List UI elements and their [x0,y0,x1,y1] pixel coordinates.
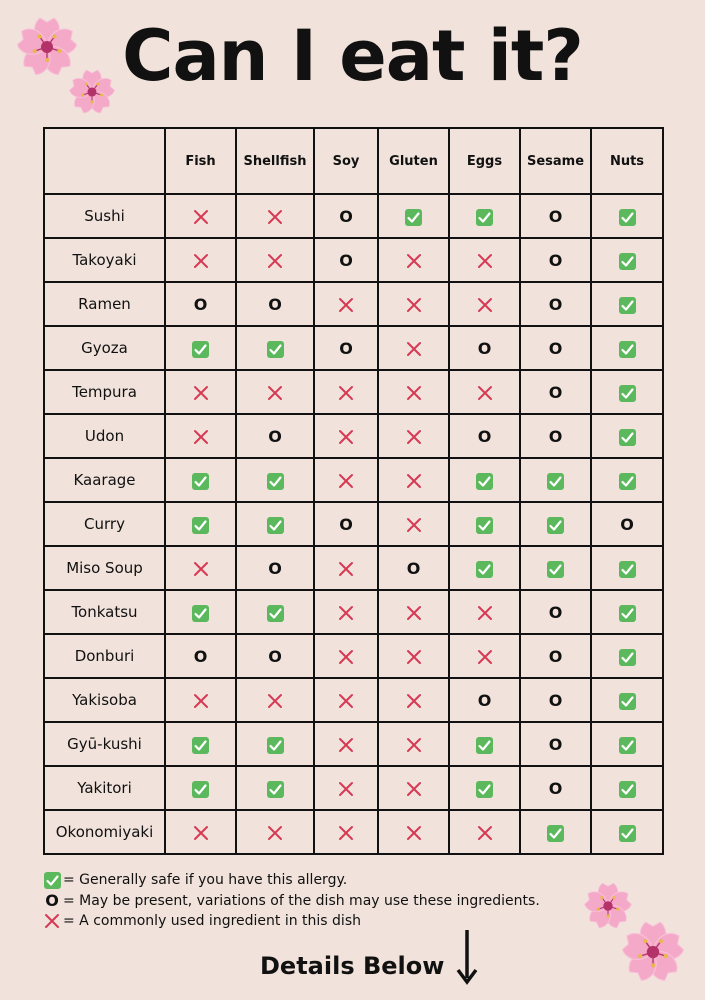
allergen-cell [449,326,520,370]
check-icon [192,781,209,798]
allergen-cell [165,634,236,678]
allergen-cell [314,722,378,766]
allergen-cell [520,194,591,238]
allergen-cell [378,634,449,678]
header-corner [44,128,165,194]
circle-o: O [548,647,563,666]
cross-icon [476,604,494,622]
cross-icon [192,824,210,842]
table-row [44,194,663,238]
allergen-cell [314,590,378,634]
allergen-cell [236,282,314,326]
cross-icon [266,384,284,402]
check-icon [267,781,284,798]
table-row [44,238,663,282]
check-icon [476,209,493,226]
check-icon [476,561,493,578]
allergen-cell [165,458,236,502]
check-icon [267,341,284,358]
circle-o: O [339,251,353,270]
circle-o: O [268,427,282,446]
column-header: Shellfish [236,128,314,194]
dish-name: Yakisoba [44,678,165,722]
check-icon [619,737,636,754]
check-icon [405,209,422,226]
check-icon [619,297,636,314]
allergen-cell [165,722,236,766]
circle-o: O [268,647,282,666]
allergen-cell [165,370,236,414]
check-icon [619,429,636,446]
dish-name: Gyoza [44,326,165,370]
cross-icon [337,736,355,754]
allergen-cell [591,678,663,722]
check-icon [44,872,61,889]
legend-item [43,891,540,912]
circle-o: O [548,427,563,446]
check-icon [267,473,284,490]
check-icon [619,605,636,622]
cross-icon [405,428,423,446]
allergen-cell [591,458,663,502]
allergen-cell [165,414,236,458]
allergen-cell [449,546,520,590]
circle-o: O [45,890,59,910]
allergen-cell [165,678,236,722]
allergen-cell [314,766,378,810]
allergen-cell [591,370,663,414]
allergen-cell [236,766,314,810]
allergen-cell [236,502,314,546]
check-icon [619,649,636,666]
allergen-cell [236,194,314,238]
table-row [44,326,663,370]
check-icon [476,517,493,534]
allergen-table [43,127,664,855]
dish-name: Kaarage [44,458,165,502]
allergen-cell [236,326,314,370]
circle-o: O [406,559,421,578]
table-row [44,458,663,502]
allergen-cell [449,194,520,238]
allergen-cell [236,414,314,458]
circle-o: O [548,251,563,270]
allergen-cell [378,766,449,810]
allergen-cell [378,678,449,722]
circle-o: O [548,691,563,710]
allergen-cell [165,766,236,810]
allergen-cell [591,590,663,634]
circle-o: O [548,735,563,754]
allergen-cell [165,590,236,634]
allergen-cell [520,766,591,810]
legend-text: = A commonly used ingredient in this dish [63,913,361,929]
cherry-blossom-icon [67,67,117,117]
dish-name: Curry [44,502,165,546]
circle-o: O [268,295,282,314]
cross-icon [266,252,284,270]
dish-name: Udon [44,414,165,458]
allergen-cell [165,810,236,854]
cross-icon [405,340,423,358]
allergen-cell [236,546,314,590]
allergen-cell [314,238,378,282]
allergen-cell [449,678,520,722]
allergen-cell [520,502,591,546]
allergen-cell [236,722,314,766]
cross-icon [266,692,284,710]
dish-name: Donburi [44,634,165,678]
allergen-cell [314,810,378,854]
allergen-cell [165,194,236,238]
check-icon [267,605,284,622]
check-icon [619,473,636,490]
allergen-cell [314,502,378,546]
allergen-cell [378,502,449,546]
allergen-cell [591,634,663,678]
allergen-cell [591,194,663,238]
table-row [44,766,663,810]
allergen-cell [449,282,520,326]
allergen-cell [520,326,591,370]
allergen-cell [449,370,520,414]
cross-icon [337,428,355,446]
allergen-cell [378,326,449,370]
allergen-cell [378,414,449,458]
check-icon [192,737,209,754]
cross-icon [405,296,423,314]
allergen-cell [314,458,378,502]
allergen-cell [591,326,663,370]
check-icon [547,825,564,842]
check-icon [192,473,209,490]
circle-o: O [548,207,563,226]
cross-icon [405,604,423,622]
table-row [44,282,663,326]
allergen-cell [165,502,236,546]
allergen-cell [591,766,663,810]
check-icon [619,825,636,842]
cross-icon [405,648,423,666]
circle-o: O [477,427,492,446]
cross-icon [476,824,494,842]
allergen-cell [449,810,520,854]
cross-icon [337,692,355,710]
check-icon [476,737,493,754]
allergen-cell [165,546,236,590]
circle-o: O [548,295,563,314]
cross-icon [192,208,210,226]
cross-icon [192,252,210,270]
allergen-cell [314,414,378,458]
table-row [44,634,663,678]
dish-name: Tonkatsu [44,590,165,634]
circle-o: O [339,207,353,226]
allergen-cell [520,238,591,282]
check-icon [619,693,636,710]
allergen-cell [165,326,236,370]
allergen-cell [165,282,236,326]
cross-icon [476,384,494,402]
allergen-cell [236,238,314,282]
allergen-cell [449,766,520,810]
circle-o: O [339,339,353,358]
cherry-blossom-icon [619,918,687,986]
allergen-cell [520,370,591,414]
cross-icon [192,384,210,402]
circle-o: O [339,515,353,534]
allergen-cell [520,722,591,766]
dish-name: Miso Soup [44,546,165,590]
dish-name: Ramen [44,282,165,326]
cross-icon [405,780,423,798]
check-icon [547,517,564,534]
cross-icon [192,428,210,446]
allergen-cell [236,810,314,854]
circle-o: O [268,559,282,578]
check-icon [547,561,564,578]
allergen-cell [378,282,449,326]
cross-icon [266,208,284,226]
cross-icon [43,912,61,930]
allergen-cell [378,546,449,590]
allergen-cell [591,414,663,458]
allergen-cell [449,634,520,678]
allergen-cell [449,238,520,282]
allergen-cell [314,678,378,722]
cross-icon [192,560,210,578]
allergen-cell [449,414,520,458]
allergen-cell [591,502,663,546]
cross-icon [476,296,494,314]
cross-icon [405,384,423,402]
details-below-label: Details Below [260,952,445,980]
allergen-cell [314,370,378,414]
column-header: Nuts [591,128,663,194]
cross-icon [337,560,355,578]
cross-icon [337,472,355,490]
allergen-cell [314,194,378,238]
legend [43,870,540,932]
dish-name: Okonomiyaki [44,810,165,854]
allergen-cell [314,326,378,370]
cross-icon [476,648,494,666]
allergen-cell [591,722,663,766]
column-header: Gluten [378,128,449,194]
check-icon [192,605,209,622]
cross-icon [476,252,494,270]
cross-icon [337,648,355,666]
cross-icon [337,824,355,842]
check-icon [619,209,636,226]
allergen-cell [378,238,449,282]
allergen-cell [236,590,314,634]
cross-icon [405,824,423,842]
allergen-cell [236,634,314,678]
table-row [44,546,663,590]
page-title: Can I eat it? [122,15,583,97]
legend-item [43,870,540,891]
dish-name: Yakitori [44,766,165,810]
allergen-cell [236,370,314,414]
column-header: Eggs [449,128,520,194]
circle-o: O [477,339,492,358]
table-row [44,590,663,634]
cross-icon [337,384,355,402]
allergen-cell [378,194,449,238]
arrow-down-icon [455,928,479,986]
allergen-cell [520,546,591,590]
check-icon [267,737,284,754]
legend-text: = May be present, variations of the dish may use these ingredients. [63,892,540,909]
circle-o: O [548,779,563,798]
allergen-cell [520,634,591,678]
circle-o: O [477,691,492,710]
check-icon [547,473,564,490]
allergen-cell [378,810,449,854]
allergen-cell [236,458,314,502]
cross-icon [337,780,355,798]
table-row [44,678,663,722]
allergen-cell [520,282,591,326]
allergen-cell [520,414,591,458]
column-header: Sesame [520,128,591,194]
check-icon [619,781,636,798]
column-header: Fish [165,128,236,194]
circle-o: O [193,647,208,666]
allergen-cell [449,722,520,766]
allergen-cell [520,810,591,854]
table-row [44,810,663,854]
table-row [44,502,663,546]
cross-icon [405,252,423,270]
circle-o: O [548,383,563,402]
dish-name: Gyū-kushi [44,722,165,766]
cross-icon [337,604,355,622]
cross-icon [405,692,423,710]
cross-icon [405,516,423,534]
header-row [44,128,663,194]
check-icon [619,253,636,270]
allergen-cell [314,282,378,326]
check-icon [476,781,493,798]
allergen-cell [520,458,591,502]
allergen-cell [449,590,520,634]
allergen-cell [378,458,449,502]
cross-icon [266,824,284,842]
allergen-cell [449,458,520,502]
cross-icon [405,472,423,490]
allergen-cell [236,678,314,722]
circle-o: O [548,603,563,622]
check-icon [619,341,636,358]
check-icon [192,517,209,534]
allergen-cell [449,502,520,546]
allergen-cell [378,722,449,766]
dish-name: Tempura [44,370,165,414]
check-icon [619,385,636,402]
cross-icon [405,736,423,754]
allergen-cell [378,370,449,414]
allergen-cell [520,678,591,722]
allergen-cell [378,590,449,634]
check-icon [619,561,636,578]
circle-o: O [193,295,208,314]
check-icon [192,341,209,358]
allergen-cell [591,810,663,854]
dish-name: Sushi [44,194,165,238]
circle-o: O [620,515,634,534]
circle-o: O [548,339,563,358]
allergen-cell [591,546,663,590]
cross-icon [192,692,210,710]
allergen-cell [165,238,236,282]
allergen-cell [314,634,378,678]
table-row [44,722,663,766]
check-icon [267,517,284,534]
legend-text: = Generally safe if you have this allergy. [63,872,348,888]
table-row [44,414,663,458]
allergen-cell [314,546,378,590]
allergen-cell [520,590,591,634]
check-icon [476,473,493,490]
column-header: Soy [314,128,378,194]
table-row [44,370,663,414]
cross-icon [337,296,355,314]
allergen-cell [591,282,663,326]
dish-name: Takoyaki [44,238,165,282]
allergen-cell [591,238,663,282]
